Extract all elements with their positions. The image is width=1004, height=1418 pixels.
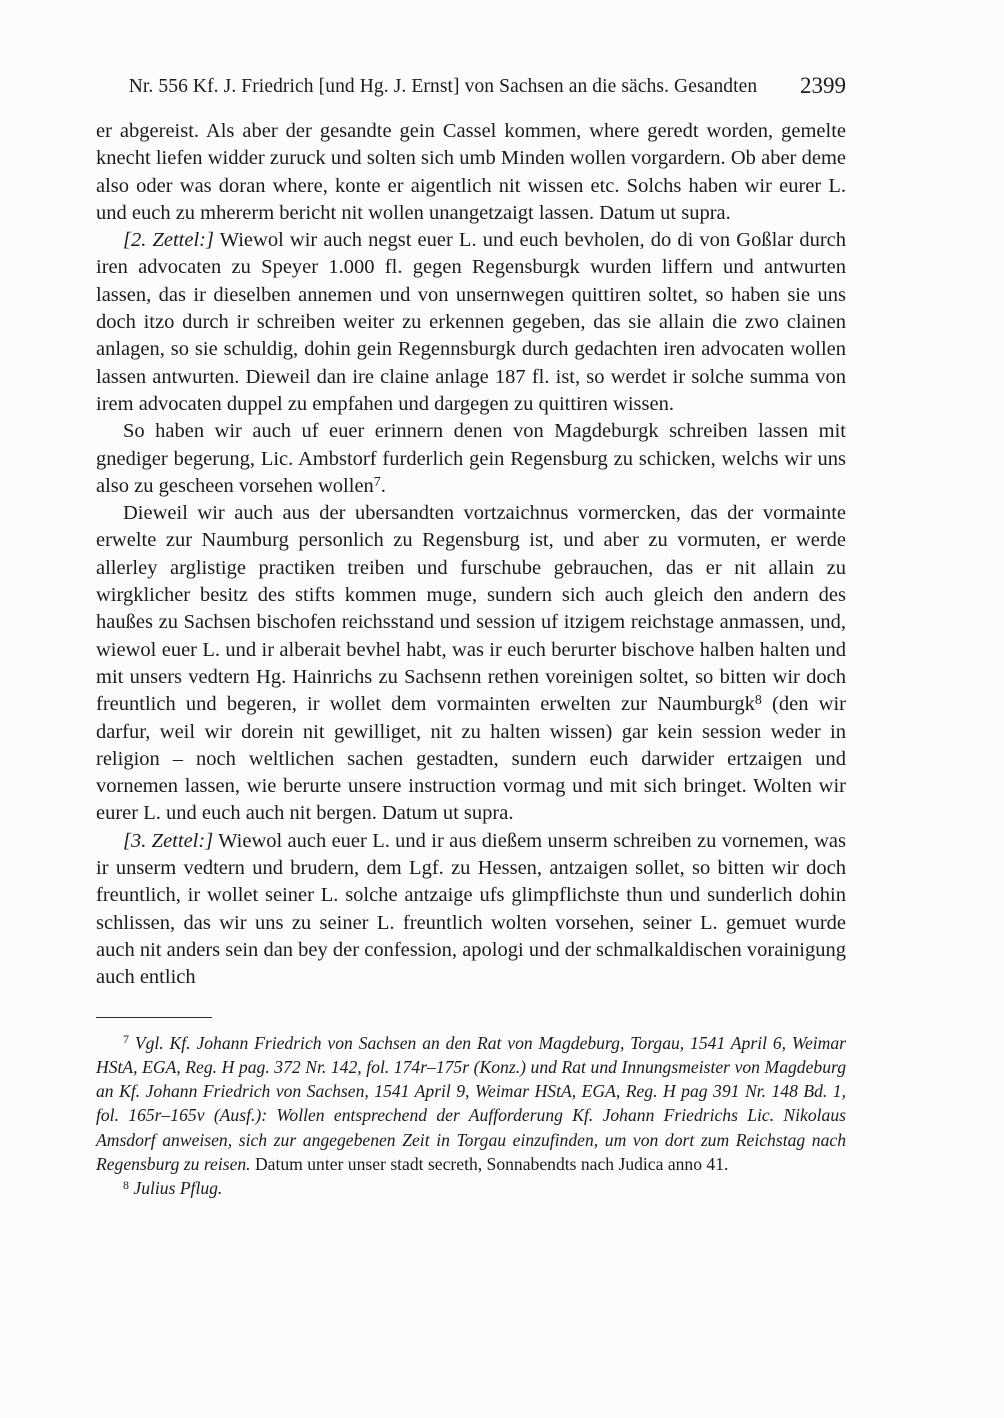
body-paragraph [96,828,846,992]
text-run: Datum unter unser stadt secreth, Sonnabendts nach Judica anno 41. [250,1153,729,1174]
body-paragraph [96,418,846,500]
footnotes [96,1031,846,1201]
italic-text: [3. Zettel:] [123,829,214,852]
italic-text: [2. Zettel:] [123,229,214,252]
footnote [96,1176,846,1200]
page-header [96,73,846,106]
text-run: er abgereist. Als aber der gesandte gein Cassel kommen, where geredt worden, gemelte knecht liefen widder zuruck und solten sich umb Minden wollen vorgardern. Ob aber deme also oder was doran where, konte er aigentlich nit wissen etc. Solchs haben wir eurer L. und euch zu mhererm bericht nit wollen unangetzaigt lassen. Datum ut supra. [96,120,846,224]
footnote-marker: 8 [754,692,762,708]
body-paragraph [96,118,846,227]
italic-text: Vgl. Kf. Johann Friedrich von Sachsen an den Rat von Magdeburg, Torgau, 1541 April 6, Weimar HStA, EGA, Reg. H pag. 372 Nr. 142, fol. 174r–175r (Konz.) und Rat und Innungsmeister von Magdeburg an Kf. Johann Friedrich von Sachsen, 1541 April 9, Weimar HStA, EGA, Reg. H pag 391 Nr. 148 Bd. 1, fol. 165r–165v (Ausf.): Wollen entsprechend der Aufforderung Kf. Johann Friedrichs Lic. Nikolaus Amsdorf anweisen, sich zur angegebenen Zeit in Torgau einzufinden, um von dort zum Reichstag nach Regensburg zu reisen. [96,1032,846,1174]
footnote-marker: 7 [123,1032,129,1047]
running-head: Nr. 556 Kf. J. Friedrich [und Hg. J. Ernst] von Sachsen an die sächs. Gesandten [128,76,758,97]
italic-text: Julius Pflug. [133,1178,223,1199]
body-paragraph [96,227,846,418]
text-run: . [380,474,386,497]
text-run: (den wir darfur, weil wir dorein nit gewilliget, nit zu halten wissen) gar kein session weder in religion – noch weltlichen sachen gestadten, sundern euch darwider ertzaigen und vornemen lassen, wie berurte unsere instruction vormag und mit sich bringet. Wolten wir eurer L. und euch auch nit bergen. Datum ut supra. [96,693,846,825]
text-run: Wiewol auch euer L. und ir aus dießem unserm schreiben zu vornemen, was ir unserm vedtern und brudern, dem Lgf. zu Hessen, antzaigen sollet, so bitten wir doch freuntlich, ir wollet seiner L. solche antzaige ufs glimpflichste thun und sunderlich dohin schlissen, das wir uns zu seiner L. freuntlich wolten vorsehen, seiner L. gemuet wurde auch nit anders sein dan bey der confession, apologi und der schmalkaldischen vorainigung auch entlich [96,829,847,989]
text-run: Dieweil wir auch aus der ubersandten vortzaichnus vormercken, das der vormainte erwelte zur Naumburg personlich zu Regensburg ist, und aber zu vormuten, er werde allerley arglistige practiken treiben und furschube gebrauchen, das er nit allain zu wirgklicher besitz des stifts kommen muge, sundern sich auch gleich den andern des haußes zu Sachsen bischofen reichsstand und session uf itzigem reichstage anmassen, und, wiewol euer L. und ir alberait bevhel habt, was ir euch berurter bischove halben halten und mit unsers vedtern Hg. Hainrichs zu Sachsenn rethen voreinigen soltet, so bitten wir doch freuntlich und begeren, ir wollet dem vormainten erwelten zur Naumburgk [96,502,846,716]
footnote [96,1031,846,1177]
text-run: So haben wir auch uf euer erinnern denen von Magdeburgk schreiben lassen mit gnediger begerung, Lic. Ambstorf furderlich gein Regensburg zu schicken, welchs wir uns also zu gescheen vorsehen wollen [96,420,846,497]
text-run: Wiewol wir auch negst euer L. und euch bevholen, do di von Goßlar durch iren advocaten zu Speyer 1.000 fl. gegen Regensburgk wurden liffern und antwurten lassen, das ir dieselben annemen und von unsernwegen quittiren soltet, so haben sie uns doch itzo durch ir schreiben weiter zu erkennen gegeben, das sie allain die zwo clainen anlagen, so sie schuldig, dohin gein Regennsburgk durch gedachten iren advocaten wollen lassen antwurten. Dieweil dan ire claine anlage 187 fl. ist, so werdet ir solche summa von irem advocaten duppel zu empfahen und dargegen zu quittiren wissen. [96,229,847,415]
footnote-separator [96,1017,212,1018]
body-text [96,118,846,992]
footnote-marker: 8 [123,1177,129,1192]
body-paragraph [96,500,846,828]
footnote-marker: 7 [373,474,381,490]
page-number: 2399 [800,73,846,98]
